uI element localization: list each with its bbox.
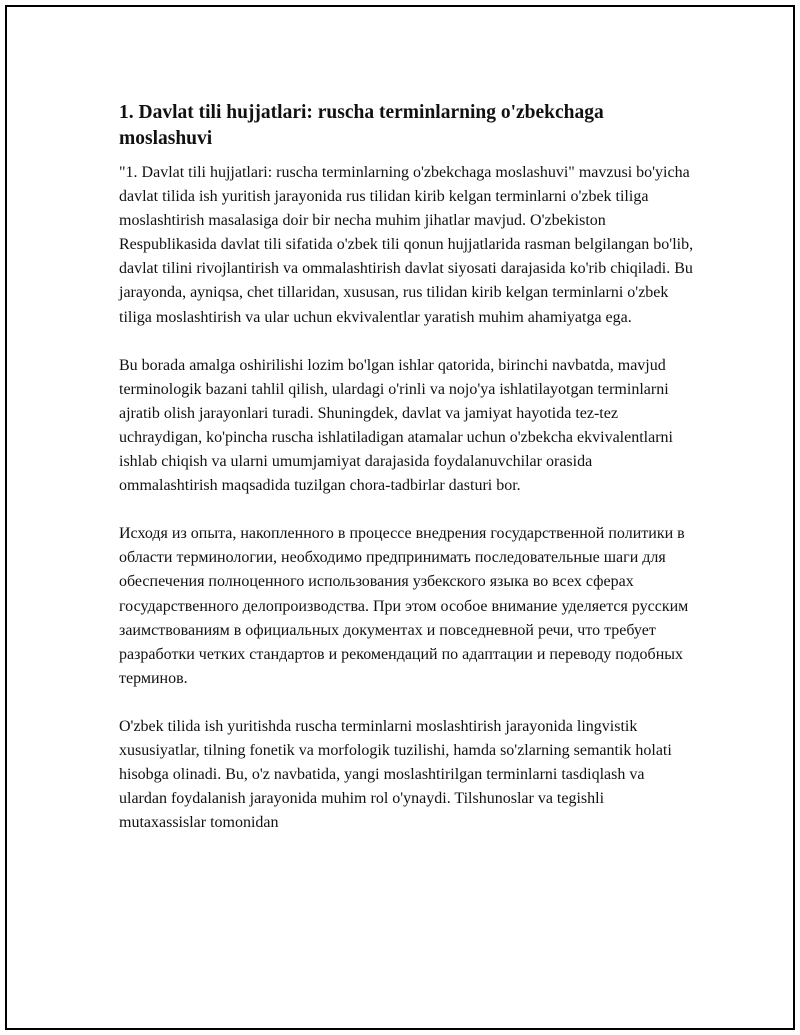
paragraph-2: Bu borada amalga oshirilishi lozim bo'lgan ishlar qatorida, birinchi navbatda, mavjud terminologik bazani tahlil qilish, ulardagi o'rinli va nojo'ya ishlatilayotgan terminlarni ajratib olish jarayonlari turadi. Shuningdek, davlat va jamiyat hayotida tez-tez uchraydigan, ko'pincha ruscha ishlatiladigan atamalar uchun o'zbekcha ekvivalentlarni ishlab chiqish va ularni umumjamiyat darajasida foydalanuvchilar orasida ommalashtirish maqsadida tuzilgan chora-tadbirlar dasturi bor. (119, 356, 673, 495)
document-body (119, 100, 694, 859)
document-title: 1. Davlat tili hujjatlari: ruscha terminlarning o'zbekchaga moslashuvi (119, 102, 604, 149)
paragraph-3: Исходя из опыта, накопленного в процессе внедрения государственной политики в области терминологии, необходимо предпринимать последовательные шаги для обеспечения полноценного использования узбекского языка во всех сферах государственного делопроизводства. При этом особое внимание уделяется русским заимствованиям в официальных документах и повседневной речи, что требует разработки четких стандартов и рекомендаций по адаптации и переводу подобных терминов. (119, 525, 689, 687)
paragraph-1: "1. Davlat tili hujjatlari: ruscha terminlarning o'zbekchaga moslashuvi" mavzusi bo'yicha davlat tilida ish yuritish jarayonida rus tilidan kirib kelgan terminlarni o'zbek tiliga moslashtirish masalasiga doir bir necha muhim jihatlar mavjud. O'zbekiston Respublikasida davlat tili sifatida o'zbek tili qonun hujjatlarida rasman belgilangan bo'lib, davlat tilini rivojlantirish va ommalashtirish davlat siyosati darajasida ko'rib chiqiladi. Bu jarayonda, ayniqsa, chet tillaridan, xususan, rus tilidan kirib kelgan terminlarni o'zbek tiliga moslashtirish va ular uchun ekvivalentlar yaratish muhim ahamiyatga ega. (119, 164, 694, 326)
paragraph-4: O'zbek tilida ish yuritishda ruscha terminlarni moslashtirish jarayonida lingvistik xususiyatlar, tilning fonetik va morfologik tuzilishi, hamda so'zlarning semantik holati hisobga olinadi. Bu, o'z navbatida, yangi moslashtirilgan terminlarni tasdiqlash va ulardan foydalanish jarayonida muhim rol o'ynaydi. Tilshunoslar va tegishli mutaxassislar tomonidan (119, 717, 672, 832)
page-frame (5, 5, 795, 1030)
